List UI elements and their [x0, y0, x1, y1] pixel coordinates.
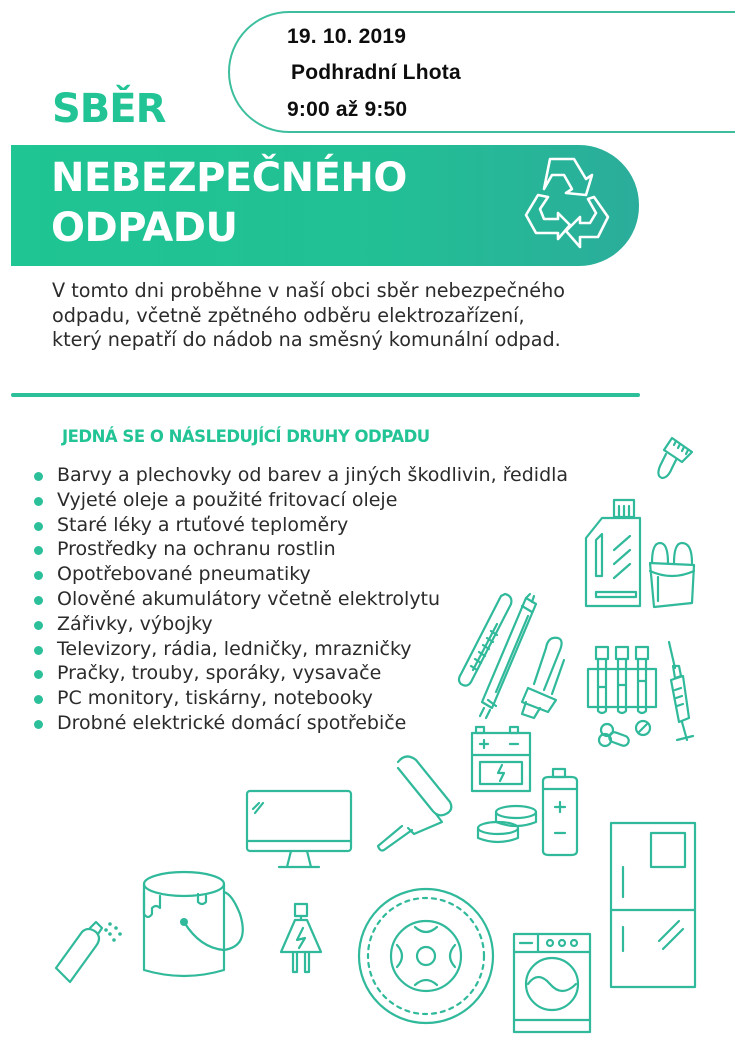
title-sber: SBĚR [52, 86, 166, 132]
pills-icon [597, 720, 663, 750]
paintbrush-icon [650, 432, 695, 482]
recycle-icon [512, 151, 620, 257]
list-item: Prostředky na ochranu rostlin [33, 537, 568, 562]
section-title: JEDNÁ SE O NÁSLEDUJÍCÍ DRUHY ODPADU [62, 427, 430, 446]
list-item: Staré léky a rtuťové teploměry [33, 513, 568, 538]
list-item: Opotřebované pneumatiky [33, 562, 568, 587]
energy-saving-bulb-icon [518, 638, 570, 723]
intro-line: který nepatří do nádob na směsný komunální odpad. [52, 328, 561, 351]
button-cells-icon [476, 802, 538, 846]
list-item: Olověné akumulátory včetně elektrolytu [33, 587, 568, 612]
fridge-icon [609, 821, 697, 989]
event-time: 9:00 až 9:50 [287, 98, 408, 121]
bullet-icon [34, 522, 43, 531]
title-line-waste: ODPADU [51, 205, 238, 251]
syringe-icon [665, 640, 695, 750]
list-item: Zářivky, výbojky [33, 612, 568, 637]
bullet-icon [34, 720, 43, 729]
paint-bucket-icon [140, 870, 255, 980]
chemical-canister-icon [584, 498, 644, 608]
bullet-icon [34, 497, 43, 506]
list-item: Drobné elektrické domácí spotřebiče [33, 711, 568, 736]
tire-icon [355, 885, 497, 1027]
section-divider [11, 393, 640, 397]
bullet-icon [34, 646, 43, 655]
spray-can-icon [50, 910, 135, 990]
glove-icon [648, 541, 696, 609]
bullet-icon [34, 571, 43, 580]
battery-cell-icon [541, 767, 579, 857]
event-date: 19. 10. 2019 [287, 25, 407, 48]
intro-line: odpadu, včetně zpětného odběru elektrozařízení, [52, 303, 525, 327]
list-item: Televizory, rádia, ledničky, mrazničky [33, 637, 568, 662]
bullet-icon [34, 695, 43, 704]
monitor-icon [245, 789, 353, 873]
list-item: PC monitory, tiskárny, notebooky [33, 686, 568, 711]
bullet-icon [34, 670, 43, 679]
bullet-icon [34, 621, 43, 630]
bullet-icon [34, 546, 43, 555]
car-battery-icon [470, 725, 532, 793]
title-line-hazardous: NEBEZPEČNÉHO [51, 155, 407, 201]
event-place: Podhradní Lhota [291, 61, 461, 84]
list-item: Barvy a plechovky od barev a jiných škodlivin, ředidla [33, 463, 568, 488]
list-item: Pračky, trouby, sporáky, vysavače [33, 661, 568, 686]
intro-line: V tomto dni proběhne v naší obci sběr nebezpečného [52, 279, 565, 302]
bullet-icon [34, 596, 43, 605]
list-item: Vyjeté oleje a použité fritovací oleje [33, 488, 568, 513]
test-tubes-icon [586, 645, 658, 717]
intro-text [52, 279, 632, 353]
paint-roller-icon [378, 752, 453, 852]
plug-icon [275, 902, 327, 980]
bullet-icon [34, 472, 43, 481]
